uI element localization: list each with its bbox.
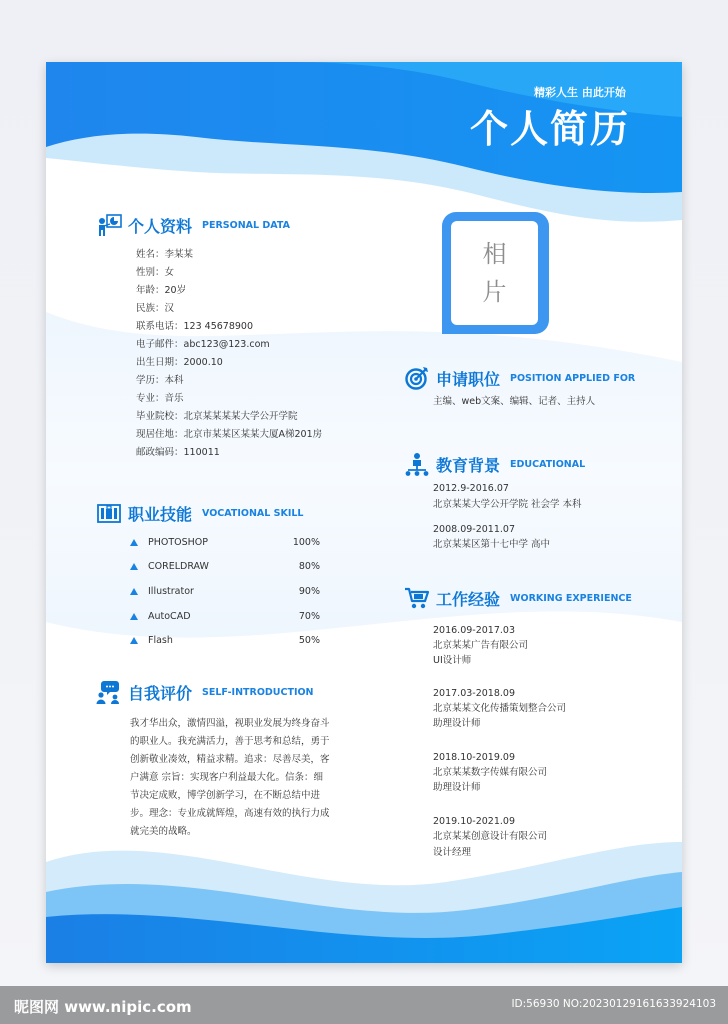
work-title-en: WORKING EXPERIENCE: [510, 592, 632, 604]
field-label: 联系电话：: [136, 321, 184, 332]
field-ethnicity: [136, 303, 174, 315]
education-detail: 北京某某大学公开学院 社会学 本科: [433, 499, 582, 510]
self-introduction-text: 我才华出众，激情四溢，视职业发展为终身奋斗的职业人。我充满活力，善于思考和总结，勇于创新敬业凑效，精益求精。追求：尽善尽美，客户满意 宗旨：实现客户利益最大化。信条：细节决定成败，博学创新学习，在不断总结中进步。理念：专业成就辉煌，高速有效的执行力成就完美的战略。: [130, 718, 330, 837]
work-role: 助理设计师: [433, 782, 481, 793]
skills-title-cn: 职业技能: [128, 504, 193, 524]
header-slogan: 精彩人生 由此开始: [534, 86, 626, 99]
skill-name: AutoCAD: [148, 611, 191, 622]
personal-title-cn: 个人资料: [128, 216, 193, 236]
presenter-chart-icon: [96, 212, 122, 238]
position-title-en: POSITION APPLIED FOR: [510, 372, 636, 384]
skill-name: PHOTOSHOP: [148, 537, 209, 548]
skill-item: [130, 586, 320, 597]
photo-label-2: 片: [482, 278, 507, 306]
field-value: 北京市某某区某某大厦A梯201房: [183, 429, 323, 440]
work-company: 北京某某广告有限公司: [433, 640, 529, 651]
field-label: 电子邮件：: [136, 339, 184, 350]
shopping-cart-icon: [404, 585, 430, 611]
education-period: 2012.9-2016.07: [433, 483, 509, 494]
field-postcode: [136, 447, 220, 459]
watermark-id: ID:56930 NO:20230129161633924103: [511, 998, 716, 1010]
work-role: UI设计师: [433, 655, 472, 666]
skill-item: [130, 561, 320, 572]
page-title: 个人简历: [470, 107, 631, 151]
field-value: 女: [164, 267, 175, 278]
education-title-cn: 教育背景: [436, 455, 501, 475]
triangle-icon: [130, 563, 138, 570]
field-label: 专业：: [136, 393, 165, 404]
field-value: 李某某: [164, 249, 194, 260]
work-period: 2017.03-2018.09: [433, 688, 515, 699]
work-period: 2019.10-2021.09: [433, 816, 515, 827]
skill-item: [130, 635, 320, 646]
position-list: 主编、web文案、编辑、记者、主持人: [433, 396, 596, 407]
photo-label-1: 相: [482, 240, 507, 268]
work-title-cn: 工作经验: [436, 589, 501, 609]
work-period: 2018.10-2019.09: [433, 752, 515, 763]
field-value: 2000.10: [183, 357, 223, 368]
field-label: 学历：: [136, 375, 165, 386]
work-company: 北京某某数字传媒有限公司: [433, 767, 548, 778]
education-section-header: [404, 451, 585, 477]
skill-name: CORELDRAW: [148, 561, 209, 572]
field-value: 北京某某某某大学公开学院: [183, 411, 298, 422]
field-gender: [136, 267, 174, 279]
field-label: 民族：: [136, 303, 165, 314]
resume-page: [46, 62, 682, 963]
photo-placeholder: [451, 221, 538, 325]
field-label: 姓名：: [136, 249, 165, 260]
briefcase-icon: [96, 500, 122, 526]
triangle-icon: [130, 539, 138, 546]
field-birthdate: [136, 357, 223, 369]
field-value: 110011: [183, 447, 220, 458]
triangle-icon: [130, 588, 138, 595]
people-chat-icon: [96, 679, 122, 705]
skill-level: 50%: [298, 635, 320, 646]
watermark-bar: [0, 986, 728, 1024]
skill-level: 70%: [298, 611, 320, 622]
triangle-icon: [130, 613, 138, 620]
field-value: 20岁: [164, 285, 187, 296]
skill-name: Flash: [148, 635, 173, 646]
skill-level: 100%: [292, 537, 320, 548]
photo-frame: [442, 212, 549, 334]
field-major: [136, 393, 184, 405]
skill-level: 80%: [298, 561, 320, 572]
watermark-site: 昵图网 www.nipic.com: [14, 998, 192, 1016]
work-role: 设计经理: [433, 847, 472, 858]
education-period: 2008.09-2011.07: [433, 524, 515, 535]
position-section-header: [404, 365, 635, 391]
education-title-en: EDUCATIONAL: [510, 458, 586, 470]
position-title-cn: 申请职位: [436, 369, 501, 389]
field-value: 汉: [164, 303, 175, 314]
field-email: [136, 339, 270, 351]
field-label: 年龄：: [136, 285, 165, 296]
field-degree: [136, 375, 184, 387]
personal-title-en: PERSONAL DATA: [202, 219, 290, 231]
triangle-icon: [130, 637, 138, 644]
self-title-cn: 自我评价: [128, 683, 193, 703]
field-name: [136, 249, 193, 261]
work-company: 北京某某文化传播策划整合公司: [433, 703, 567, 714]
field-school: [136, 411, 298, 423]
skill-level: 90%: [298, 586, 320, 597]
field-address: [136, 429, 322, 441]
field-label: 毕业院校：: [136, 411, 184, 422]
field-label: 邮政编码：: [136, 447, 184, 458]
field-value: 音乐: [164, 393, 184, 404]
org-chart-icon: [404, 451, 430, 477]
field-label: 性别：: [136, 267, 165, 278]
self-section-header: [96, 679, 314, 705]
skills-title-en: VOCATIONAL SKILL: [202, 507, 304, 519]
skill-item: [130, 537, 320, 548]
field-value: abc123@123.com: [183, 339, 270, 350]
work-section-header: [404, 585, 632, 611]
field-label: 现居住地：: [136, 429, 184, 440]
skill-item: [130, 611, 320, 622]
field-age: [136, 285, 186, 297]
field-value: 123 45678900: [183, 321, 254, 332]
field-value: 本科: [164, 375, 184, 386]
skill-name: Illustrator: [148, 586, 194, 597]
field-phone: [136, 321, 253, 333]
skills-section-header: [96, 500, 303, 526]
work-role: 助理设计师: [433, 718, 481, 729]
target-icon: [404, 365, 430, 391]
self-title-en: SELF-INTRODUCTION: [202, 686, 314, 698]
field-label: 出生日期：: [136, 357, 184, 368]
work-period: 2016.09-2017.03: [433, 625, 515, 636]
personal-section-header: [96, 212, 290, 238]
education-detail: 北京某某区第十七中学 高中: [433, 539, 551, 550]
work-company: 北京某某创意设计有限公司: [433, 831, 548, 842]
